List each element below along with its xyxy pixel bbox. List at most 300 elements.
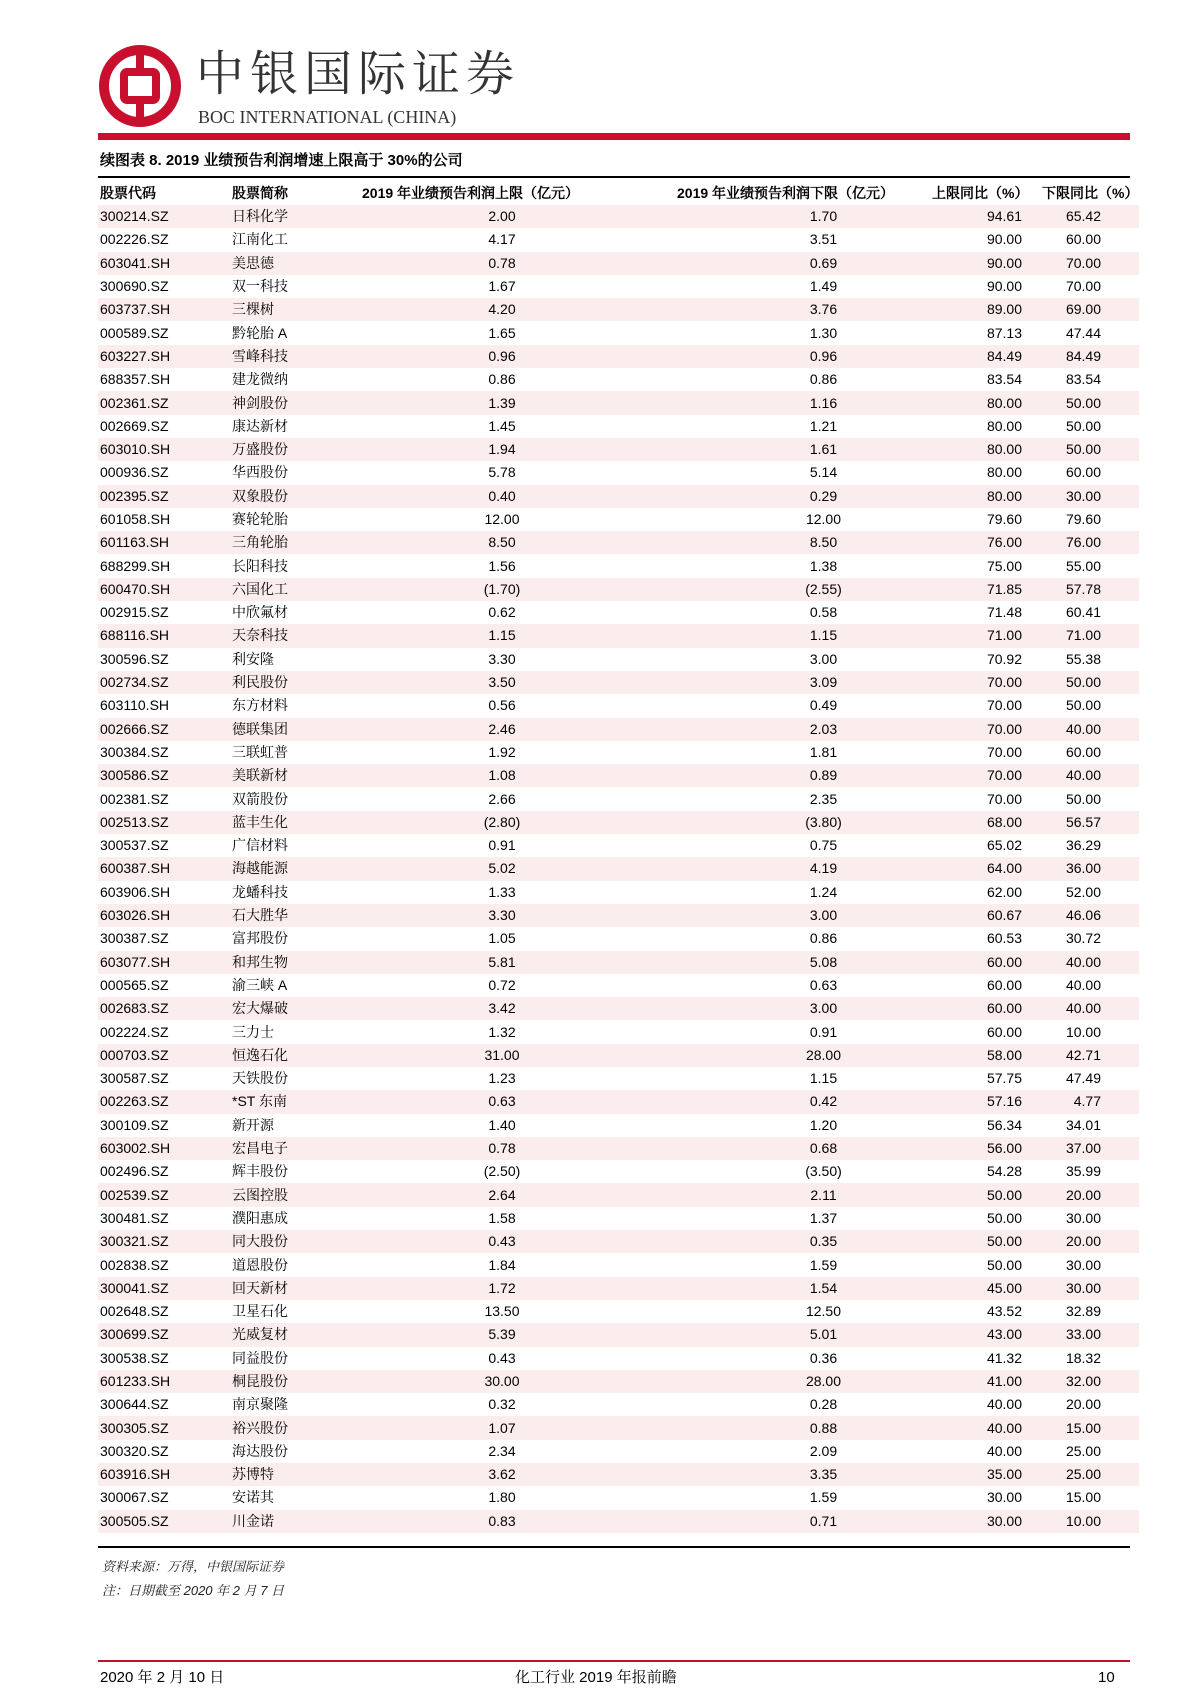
cell-yoy-upper: 41.32: [986, 1349, 1022, 1366]
cell-stock-code: 300387.SZ: [100, 930, 169, 947]
cell-stock-name: 万盛股份: [225, 438, 362, 461]
cell-profit-lower: 0.49: [809, 697, 838, 714]
cell-profit-upper: 3.30: [362, 904, 677, 927]
cell-yoy-upper: 90.00: [986, 231, 1022, 248]
cell-yoy-upper: 43.00: [932, 1323, 1042, 1346]
table-row: [98, 671, 1139, 694]
cell-stock-code: 600387.SH: [98, 857, 225, 880]
cell-stock-code: 300305.SZ: [98, 1416, 225, 1439]
cell-profit-lower: 2.11: [677, 1183, 932, 1206]
cell-stock-name: 桐昆股份: [225, 1370, 362, 1393]
cell-yoy-upper: 62.00: [986, 883, 1022, 900]
cell-yoy-lower: 60.41: [1065, 604, 1101, 621]
cell-profit-upper: 30.00: [362, 1370, 677, 1393]
cell-yoy-upper: 40.00: [986, 1442, 1022, 1459]
cell-stock-name: 和邦生物: [225, 951, 362, 974]
cell-stock-name: 渝三峡 A: [232, 976, 288, 993]
cell-yoy-lower: 30.00: [1042, 1277, 1139, 1300]
source-note: 资料来源：万得，中银国际证券: [102, 1559, 285, 1574]
cell-profit-upper: 0.43: [488, 1349, 516, 1366]
cell-yoy-lower: 50.00: [1042, 671, 1139, 694]
cell-profit-upper: 1.56: [488, 557, 516, 574]
cell-profit-upper: 5.39: [362, 1323, 677, 1346]
cell-profit-lower: 28.00: [677, 1370, 932, 1393]
table-row: [98, 811, 1139, 834]
cell-yoy-lower: 40.00: [1042, 997, 1139, 1020]
cell-profit-lower: 1.16: [677, 391, 932, 414]
cell-yoy-lower: 40.00: [1065, 976, 1101, 993]
cell-profit-upper: 1.84: [488, 1256, 516, 1273]
cell-profit-upper: 0.32: [488, 1396, 516, 1413]
cell-stock-name: 三联虹普: [232, 743, 288, 760]
table-row: [98, 1137, 1139, 1160]
cell-stock-code: 002224.SZ: [100, 1023, 169, 1040]
cell-stock-code: 300505.SZ: [98, 1510, 225, 1533]
cell-profit-lower: 3.00: [809, 650, 838, 667]
table-row: [98, 834, 1139, 857]
cell-stock-name: 蓝丰生化: [225, 811, 362, 834]
cell-stock-code: 002648.SZ: [100, 1303, 169, 1320]
col-header-profit-lower: 2019 年业绩预告利润下限（亿元）: [677, 185, 895, 201]
cell-profit-upper: 3.50: [362, 671, 677, 694]
cell-profit-lower: 2.03: [677, 718, 932, 741]
cell-yoy-upper: 94.61: [932, 205, 1042, 228]
cell-yoy-lower: 60.00: [1065, 464, 1101, 481]
cell-stock-code: 603227.SH: [98, 345, 225, 368]
cell-stock-name: 裕兴股份: [225, 1416, 362, 1439]
cell-yoy-upper: 35.00: [932, 1463, 1042, 1486]
cell-profit-upper: 1.15: [362, 624, 677, 647]
cell-stock-name: 美联新材: [225, 764, 362, 787]
table-row: [98, 1323, 1139, 1346]
cell-stock-name: 石大胜华: [225, 904, 362, 927]
table-row: [98, 1486, 1139, 1509]
cell-stock-code: 603041.SH: [98, 252, 225, 275]
cell-yoy-lower: 40.00: [1042, 951, 1139, 974]
cell-yoy-upper: 70.00: [986, 697, 1022, 714]
cell-profit-upper: 1.32: [488, 1023, 516, 1040]
cell-profit-lower: 1.21: [809, 417, 838, 434]
cell-profit-lower: 5.01: [677, 1323, 932, 1346]
cell-stock-code: 300384.SZ: [100, 743, 169, 760]
cell-yoy-lower: 71.00: [1042, 624, 1139, 647]
cell-profit-lower: 0.75: [809, 837, 838, 854]
cell-yoy-upper: 80.00: [986, 464, 1022, 481]
cell-profit-upper: (2.80): [362, 811, 677, 834]
cell-stock-name: 卫星石化: [232, 1303, 288, 1320]
table-row: [98, 951, 1139, 974]
cell-profit-lower: 0.68: [677, 1137, 932, 1160]
cell-profit-upper: 1.33: [488, 883, 516, 900]
title-divider: [98, 176, 1130, 178]
cell-yoy-upper: 80.00: [986, 417, 1022, 434]
cell-stock-code: 603026.SH: [98, 904, 225, 927]
table-row: [98, 531, 1139, 554]
cell-yoy-upper: 70.00: [932, 764, 1042, 787]
cell-yoy-lower: 46.06: [1042, 904, 1139, 927]
cell-profit-lower: 1.20: [809, 1116, 838, 1133]
cell-yoy-lower: 20.00: [1042, 1183, 1139, 1206]
header-divider: [98, 133, 1130, 140]
cell-yoy-upper: 50.00: [986, 1256, 1022, 1273]
cell-yoy-lower: 15.00: [1042, 1416, 1139, 1439]
table-row: [98, 205, 1139, 228]
cell-yoy-lower: 30.72: [1065, 930, 1101, 947]
cell-stock-code: 300538.SZ: [100, 1349, 169, 1366]
cell-profit-lower: 1.15: [677, 624, 932, 647]
cell-yoy-lower: 35.99: [1065, 1163, 1101, 1180]
cell-stock-name: 同大股份: [225, 1230, 362, 1253]
table-row: [98, 601, 1139, 624]
cell-yoy-upper: 71.85: [932, 578, 1042, 601]
cell-yoy-upper: 50.00: [986, 1209, 1022, 1226]
table-row: [98, 997, 1139, 1020]
cell-profit-lower: 3.09: [677, 671, 932, 694]
cell-profit-lower: 0.58: [809, 604, 838, 621]
cell-stock-name: 中欣氟材: [232, 604, 288, 621]
table-row: [98, 1463, 1139, 1486]
table-row: [98, 1347, 1139, 1370]
cell-profit-upper: 3.42: [362, 997, 677, 1020]
cell-yoy-lower: 37.00: [1042, 1137, 1139, 1160]
cell-profit-upper: 0.83: [362, 1510, 677, 1533]
cell-profit-lower: 28.00: [677, 1044, 932, 1067]
cell-profit-lower: 12.00: [805, 511, 842, 527]
cell-profit-lower: 0.63: [809, 976, 838, 993]
cell-profit-upper: 0.91: [488, 837, 516, 854]
cell-yoy-lower: 57.78: [1042, 578, 1139, 601]
table-row: [98, 1067, 1139, 1090]
cell-stock-code: 002381.SZ: [100, 790, 169, 807]
cell-yoy-lower: 33.00: [1042, 1323, 1139, 1346]
cell-yoy-lower: 50.00: [1065, 697, 1101, 714]
cell-stock-code: 600470.SH: [98, 578, 225, 601]
cell-profit-upper: 2.46: [362, 718, 677, 741]
cell-stock-code: 601058.SH: [100, 511, 171, 527]
footer-divider: [98, 1660, 1130, 1662]
cell-profit-upper: 0.40: [362, 485, 677, 508]
cell-profit-lower: 1.30: [809, 324, 838, 341]
cell-stock-name: 利民股份: [225, 671, 362, 694]
cell-stock-code: 002513.SZ: [98, 811, 225, 834]
cell-yoy-lower: 84.49: [1042, 345, 1139, 368]
table-row: [98, 1416, 1139, 1439]
cell-yoy-lower: 10.00: [1042, 1510, 1139, 1533]
table-row: [98, 461, 1139, 484]
cell-stock-code: 603002.SH: [98, 1137, 225, 1160]
cell-stock-code: 002666.SZ: [98, 718, 225, 741]
cell-stock-name: 利安隆: [232, 650, 274, 667]
cell-profit-lower: 1.81: [809, 743, 838, 760]
cell-stock-code: 002838.SZ: [100, 1256, 169, 1273]
table-row: [98, 298, 1139, 321]
col-header-name: 股票简称: [232, 185, 288, 201]
cell-profit-upper: 4.17: [488, 231, 516, 248]
cell-stock-name: 德联集团: [225, 718, 362, 741]
cell-stock-code: 002683.SZ: [98, 997, 225, 1020]
table-row: [98, 1277, 1139, 1300]
cell-yoy-upper: 83.54: [986, 371, 1022, 388]
cell-yoy-upper: 60.00: [932, 997, 1042, 1020]
data-table: [98, 181, 1139, 1533]
cell-yoy-lower: 4.77: [1042, 1090, 1139, 1113]
cell-yoy-lower: 32.00: [1042, 1370, 1139, 1393]
cell-profit-lower: (3.80): [677, 811, 932, 834]
cell-profit-upper: 1.40: [488, 1116, 516, 1133]
cell-stock-name: 双象股份: [225, 485, 362, 508]
cell-stock-name: 濮阳惠成: [232, 1209, 288, 1226]
cell-stock-code: 300067.SZ: [100, 1489, 169, 1506]
cell-profit-upper: 0.96: [362, 345, 677, 368]
cell-profit-upper: (1.70): [362, 578, 677, 601]
cell-profit-upper: 13.50: [484, 1303, 520, 1320]
cell-stock-code: 300537.SZ: [100, 837, 169, 854]
cell-yoy-upper: 65.02: [986, 837, 1022, 854]
cell-stock-name: 双一科技: [232, 278, 288, 295]
cell-stock-name: *ST 东南: [225, 1090, 362, 1113]
table-bottom-divider: [98, 1546, 1130, 1548]
cell-profit-lower: 1.59: [809, 1489, 838, 1506]
footer-date: 2020 年 2 月 10 日: [100, 1669, 225, 1686]
cell-yoy-lower: 36.29: [1065, 837, 1101, 854]
cell-yoy-lower: 50.00: [1065, 417, 1101, 434]
cell-yoy-upper: 45.00: [932, 1277, 1042, 1300]
cell-profit-lower: 0.88: [677, 1416, 932, 1439]
cell-stock-name: 广信材料: [232, 837, 288, 854]
cell-profit-lower: 0.35: [677, 1230, 932, 1253]
table-row: [98, 927, 1139, 950]
cell-profit-upper: (2.50): [483, 1163, 521, 1180]
cell-stock-name: 海越能源: [225, 857, 362, 880]
cell-stock-name: 恒逸石化: [225, 1044, 362, 1067]
cell-stock-code: 603110.SH: [100, 697, 170, 714]
cell-yoy-upper: 64.00: [932, 857, 1042, 880]
date-note: 注：日期截至 2020 年 2 月 7 日: [102, 1583, 285, 1598]
cell-profit-upper: 1.08: [362, 764, 677, 787]
cell-stock-code: 300041.SZ: [98, 1277, 225, 1300]
cell-profit-upper: 1.94: [362, 438, 677, 461]
col-header-profit-upper: 2019 年业绩预告利润上限（亿元）: [362, 185, 580, 201]
cell-yoy-lower: 40.00: [1042, 718, 1139, 741]
table-row: [98, 1020, 1139, 1043]
cell-yoy-lower: 18.32: [1065, 1349, 1101, 1366]
cell-yoy-upper: 57.75: [986, 1070, 1022, 1087]
cell-profit-upper: 4.20: [362, 298, 677, 321]
cell-stock-name: 六国化工: [225, 578, 362, 601]
cell-profit-upper: 1.07: [362, 1416, 677, 1439]
cell-yoy-lower: 30.00: [1042, 485, 1139, 508]
table-row: [98, 857, 1139, 880]
cell-yoy-upper: 56.00: [932, 1137, 1042, 1160]
table-row: [98, 648, 1139, 671]
cell-yoy-lower: 40.00: [1042, 764, 1139, 787]
cell-profit-lower: 3.76: [677, 298, 932, 321]
cell-yoy-upper: 60.00: [986, 976, 1022, 993]
table-row: [98, 508, 1139, 531]
cell-profit-lower: 1.70: [677, 205, 932, 228]
table-row: [98, 391, 1139, 414]
cell-yoy-upper: 40.00: [932, 1416, 1042, 1439]
cell-stock-code: 300699.SZ: [98, 1323, 225, 1346]
cell-stock-name: 回天新材: [225, 1277, 362, 1300]
table-row: [98, 1230, 1139, 1253]
cell-profit-lower: 1.24: [809, 883, 838, 900]
cell-profit-upper: 3.30: [488, 650, 516, 667]
cell-stock-name: 美思德: [225, 252, 362, 275]
cell-stock-code: 000589.SZ: [100, 324, 169, 341]
table-row: [98, 485, 1139, 508]
cell-yoy-lower: 15.00: [1065, 1489, 1101, 1506]
cell-stock-name: 神剑股份: [225, 391, 362, 414]
cell-yoy-lower: 55.38: [1065, 650, 1101, 667]
cell-profit-lower: 1.49: [809, 278, 838, 295]
cell-profit-lower: 0.96: [677, 345, 932, 368]
cell-yoy-lower: 76.00: [1042, 531, 1139, 554]
cell-stock-code: 002496.SZ: [100, 1163, 169, 1180]
cell-yoy-lower: 42.71: [1042, 1044, 1139, 1067]
cell-profit-lower: 2.09: [809, 1442, 838, 1459]
cell-yoy-lower: 50.00: [1042, 391, 1139, 414]
cell-stock-name: 云图控股: [225, 1183, 362, 1206]
cell-stock-name: 新开源: [232, 1116, 274, 1133]
cell-stock-name: 苏博特: [225, 1463, 362, 1486]
cell-yoy-upper: 70.00: [986, 790, 1022, 807]
cell-yoy-upper: 84.49: [932, 345, 1042, 368]
cell-profit-upper: 1.39: [362, 391, 677, 414]
cell-yoy-upper: 60.00: [932, 951, 1042, 974]
table-row: [98, 974, 1139, 997]
table-row: [98, 1393, 1139, 1416]
table-row: [98, 1440, 1139, 1463]
cell-stock-code: 002734.SZ: [98, 671, 225, 694]
cell-yoy-lower: 30.00: [1065, 1256, 1101, 1273]
table-row: [98, 1160, 1139, 1183]
cell-yoy-lower: 20.00: [1065, 1396, 1101, 1413]
cell-stock-code: 300587.SZ: [100, 1070, 169, 1087]
cell-stock-name: 建龙微纳: [232, 371, 288, 388]
cell-stock-code: 601163.SH: [98, 531, 225, 554]
table-row: [98, 578, 1139, 601]
cell-stock-name: 华西股份: [232, 464, 288, 481]
cell-yoy-upper: 60.53: [986, 930, 1022, 947]
cell-profit-upper: 0.86: [488, 371, 516, 388]
col-header-code: 股票代码: [100, 185, 156, 201]
cell-stock-code: 688116.SH: [98, 624, 225, 647]
cell-stock-name: 三力士: [232, 1023, 274, 1040]
table-row: [98, 228, 1139, 251]
table-row: [98, 694, 1139, 717]
cell-profit-lower: 0.69: [677, 252, 932, 275]
cell-yoy-lower: 69.00: [1042, 298, 1139, 321]
cell-stock-code: 300690.SZ: [100, 278, 169, 295]
cell-profit-lower: 1.54: [677, 1277, 932, 1300]
cell-stock-name: 天奈科技: [225, 624, 362, 647]
page-number: 10: [1098, 1669, 1115, 1686]
cell-stock-name: 江南化工: [232, 231, 288, 248]
cell-yoy-upper: 50.00: [932, 1230, 1042, 1253]
cell-profit-upper: 1.80: [488, 1489, 516, 1506]
cell-yoy-lower: 70.00: [1065, 278, 1101, 295]
footer-title: 化工行业 2019 年报前瞻: [515, 1669, 677, 1686]
cell-stock-code: 300644.SZ: [100, 1396, 169, 1413]
cell-profit-upper: 2.34: [488, 1442, 516, 1459]
cell-profit-lower: 5.08: [677, 951, 932, 974]
cell-stock-code: 603906.SH: [100, 883, 171, 900]
cell-stock-code: 002263.SZ: [98, 1090, 225, 1113]
cell-stock-name: 同益股份: [232, 1349, 288, 1366]
col-header-yoy-lower: 下限同比（%）: [1042, 185, 1139, 201]
cell-stock-name: 宏昌电子: [225, 1137, 362, 1160]
cell-yoy-upper: 80.00: [932, 391, 1042, 414]
table-row: [98, 741, 1139, 764]
col-header-yoy-upper: 上限同比（%）: [932, 185, 1029, 201]
cell-stock-code: 002361.SZ: [98, 391, 225, 414]
cell-stock-name: 东方材料: [232, 697, 288, 714]
table-row: [98, 904, 1139, 927]
cell-yoy-upper: 58.00: [932, 1044, 1042, 1067]
cell-stock-name: 日科化学: [225, 205, 362, 228]
cell-stock-name: 康达新材: [232, 417, 288, 434]
table-row: [98, 1253, 1139, 1276]
table-row: [98, 321, 1139, 344]
cell-stock-code: 000936.SZ: [100, 464, 169, 481]
cell-yoy-lower: 65.42: [1042, 205, 1139, 228]
cell-yoy-upper: 80.00: [932, 438, 1042, 461]
cell-yoy-upper: 70.00: [932, 718, 1042, 741]
cell-yoy-upper: 68.00: [932, 811, 1042, 834]
cell-stock-name: 龙蟠科技: [232, 883, 288, 900]
cell-profit-lower: 12.50: [805, 1303, 842, 1320]
cell-stock-name: 三棵树: [225, 298, 362, 321]
cell-profit-lower: 5.14: [809, 464, 838, 481]
table-row: [98, 881, 1139, 904]
cell-yoy-lower: 47.44: [1065, 324, 1101, 341]
table-row: [98, 415, 1139, 438]
cell-stock-code: 300586.SZ: [98, 764, 225, 787]
cell-stock-code: 000565.SZ: [100, 976, 169, 993]
table-row: [98, 718, 1139, 741]
cell-profit-lower: 0.36: [809, 1349, 838, 1366]
cell-stock-code: 002539.SZ: [98, 1183, 225, 1206]
table-row: [98, 345, 1139, 368]
cell-profit-lower: 0.29: [677, 485, 932, 508]
table-header-row: [98, 181, 1139, 205]
brand-name-cn: 中银国际证券: [196, 46, 521, 102]
table-row: [98, 1090, 1139, 1113]
cell-stock-code: 300320.SZ: [100, 1442, 169, 1459]
cell-profit-upper: 3.62: [362, 1463, 677, 1486]
table-row: [98, 1114, 1139, 1137]
cell-stock-code: 601233.SH: [98, 1370, 225, 1393]
table-row: [98, 275, 1139, 298]
cell-profit-upper: 2.66: [488, 790, 516, 807]
cell-stock-code: 688357.SH: [100, 371, 171, 388]
cell-stock-name: 海达股份: [232, 1442, 288, 1459]
cell-profit-upper: 0.56: [488, 697, 516, 714]
cell-profit-lower: 0.71: [677, 1510, 932, 1533]
cell-yoy-upper: 76.00: [932, 531, 1042, 554]
cell-yoy-upper: 60.00: [986, 1023, 1022, 1040]
table-row: [98, 787, 1139, 810]
boc-logo-icon: [98, 44, 182, 128]
cell-profit-upper: 0.78: [362, 1137, 677, 1160]
cell-profit-lower: 3.00: [677, 997, 932, 1020]
cell-yoy-upper: 80.00: [932, 485, 1042, 508]
cell-yoy-lower: 36.00: [1042, 857, 1139, 880]
cell-stock-code: 002915.SZ: [100, 604, 169, 621]
cell-profit-lower: 1.59: [809, 1256, 838, 1273]
cell-yoy-upper: 57.16: [932, 1090, 1042, 1113]
